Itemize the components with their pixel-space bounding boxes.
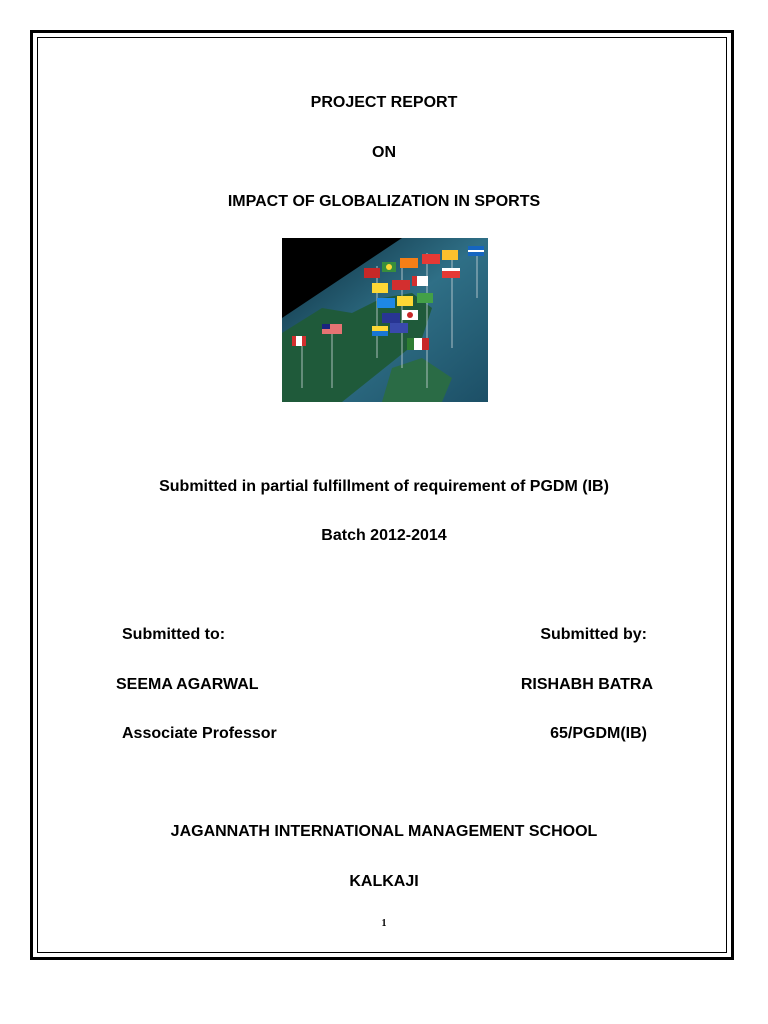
submitted-to-name: SEEMA AGARWAL [116, 676, 259, 693]
submitted-by-id: 65/PGDM(IB) [550, 725, 647, 742]
globe-flags-image [282, 238, 488, 402]
institution-name: JAGANNATH INTERNATIONAL MANAGEMENT SCHOOL [170, 823, 598, 840]
submitted-by-label: Submitted by: [540, 626, 647, 643]
submitted-by-name: RISHABH BATRA [520, 676, 653, 693]
submitted-to-role: Associate Professor [122, 725, 277, 742]
batch-text: Batch 2012-2014 [321, 527, 447, 544]
report-title: IMPACT OF GLOBALIZATION IN SPORTS [227, 193, 541, 210]
page-number: 1 [381, 918, 387, 929]
submitted-to-label: Submitted to: [122, 626, 226, 643]
submission-statement: Submitted in partial fulfillment of requirement of PGDM (IB) [159, 478, 609, 495]
report-on: ON [372, 144, 396, 161]
institution-location: KALKAJI [349, 873, 419, 890]
report-heading: PROJECT REPORT [310, 94, 458, 111]
